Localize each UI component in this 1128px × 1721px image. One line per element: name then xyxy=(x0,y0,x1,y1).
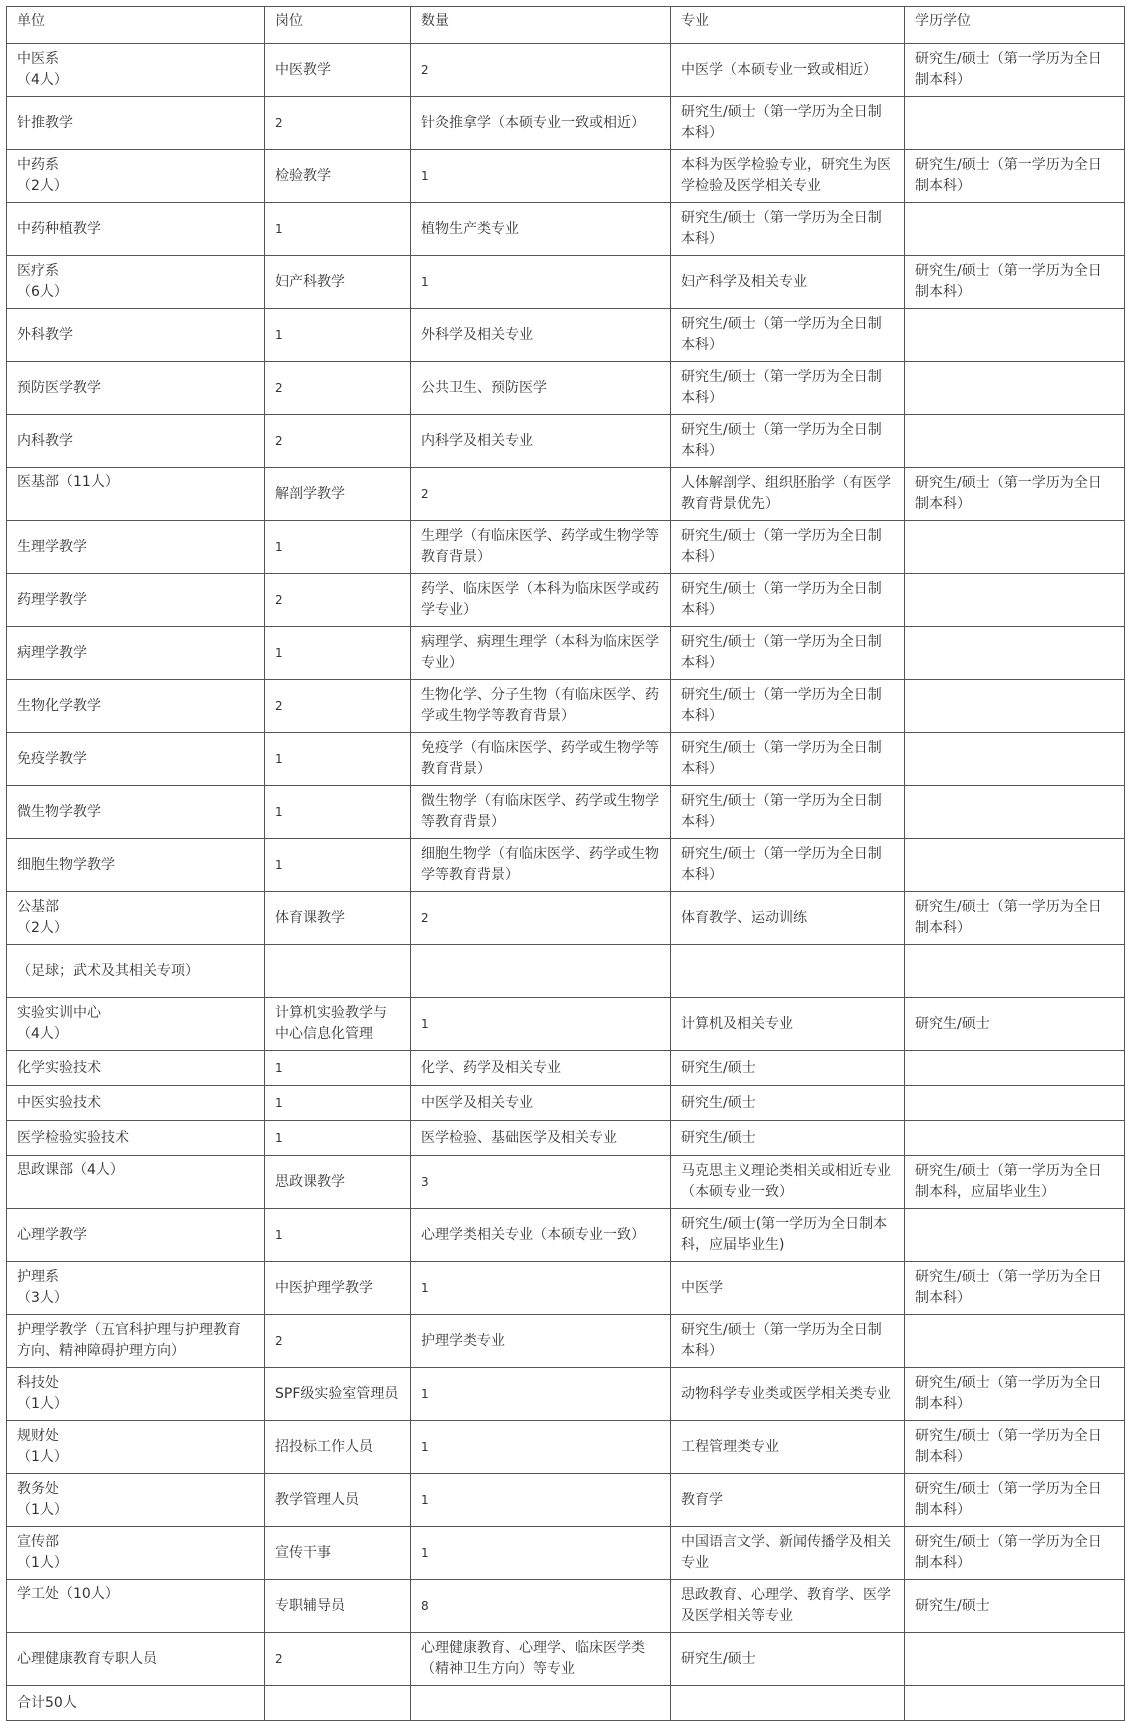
cell-col2: 1 xyxy=(265,627,411,680)
cell-col2: 1 xyxy=(265,521,411,574)
cell-col3: 病理学、病理生理学（本科为临床医学专业） xyxy=(411,627,671,680)
cell-col3: 公共卫生、预防医学 xyxy=(411,362,671,415)
cell-col4: 研究生/硕士（第一学历为全日制本科） xyxy=(671,362,905,415)
cell-col2: 体育课教学 xyxy=(265,892,411,945)
cell-col4: 动物科学专业类或医学相关类专业 xyxy=(671,1368,905,1421)
cell-col5 xyxy=(905,1086,1125,1121)
cell-col1: 病理学教学 xyxy=(7,627,265,680)
cell-col5: 研究生/硕士（第一学历为全日制本科） xyxy=(905,468,1125,521)
cell-col4: 妇产科学及相关专业 xyxy=(671,256,905,309)
cell-col1: 中药种植教学 xyxy=(7,203,265,256)
cell-col5: 研究生/硕士（第一学历为全日制本科） xyxy=(905,150,1125,203)
cell-col3: 2 xyxy=(411,44,671,97)
cell-col5 xyxy=(905,97,1125,150)
cell-col1: 护理学教学（五官科护理与护理教育方向、精神障碍护理方向） xyxy=(7,1315,265,1368)
cell-col1: 细胞生物学教学 xyxy=(7,839,265,892)
cell-col4: 研究生/硕士 xyxy=(671,1633,905,1686)
table-row xyxy=(7,44,1125,97)
cell-col3: 心理健康教育、心理学、临床医学类（精神卫生方向）等专业 xyxy=(411,1633,671,1686)
cell-col4: 研究生/硕士（第一学历为全日制本科） xyxy=(671,574,905,627)
cell-col1: 教务处 （1人） xyxy=(7,1474,265,1527)
cell-col2: 招投标工作人员 xyxy=(265,1421,411,1474)
cell-col2: 1 xyxy=(265,1051,411,1086)
cell-col5: 研究生/硕士 xyxy=(905,998,1125,1051)
cell-col1: 合计50人 xyxy=(7,1686,265,1721)
cell-col4: 体育教学、运动训练 xyxy=(671,892,905,945)
cell-col2: 检验教学 xyxy=(265,150,411,203)
header-unit: 单位 xyxy=(7,7,265,44)
cell-col4: 研究生/硕士（第一学历为全日制本科） xyxy=(671,521,905,574)
cell-col4: 研究生/硕士 xyxy=(671,1086,905,1121)
cell-col3: 2 xyxy=(411,468,671,521)
cell-col2: 专职辅导员 xyxy=(265,1580,411,1633)
table-row xyxy=(7,1474,1125,1527)
cell-col4: 研究生/硕士 xyxy=(671,1121,905,1156)
cell-col3: 生物化学、分子生物（有临床医学、药学或生物学等教育背景） xyxy=(411,680,671,733)
cell-col2: 2 xyxy=(265,680,411,733)
table-row xyxy=(7,1633,1125,1686)
cell-col4: 研究生/硕士（第一学历为全日制本科） xyxy=(671,786,905,839)
table-row xyxy=(7,309,1125,362)
cell-col4 xyxy=(671,1686,905,1721)
cell-col1: 学工处（10人） xyxy=(7,1580,265,1633)
table-row xyxy=(7,1421,1125,1474)
cell-col2: 1 xyxy=(265,1209,411,1262)
cell-col4: 中医学（本硕专业一致或相近） xyxy=(671,44,905,97)
recruitment-table xyxy=(6,6,1125,1721)
cell-col5: 研究生/硕士（第一学历为全日制本科，应届毕业生） xyxy=(905,1156,1125,1209)
table-row xyxy=(7,1156,1125,1209)
cell-col3: 1 xyxy=(411,256,671,309)
cell-col3: 细胞生物学（有临床医学、药学或生物学等教育背景） xyxy=(411,839,671,892)
table-row xyxy=(7,574,1125,627)
cell-col3 xyxy=(411,945,671,998)
cell-col5: 研究生/硕士（第一学历为全日制本科） xyxy=(905,1474,1125,1527)
cell-col1: 预防医学教学 xyxy=(7,362,265,415)
cell-col3: 外科学及相关专业 xyxy=(411,309,671,362)
cell-col5 xyxy=(905,521,1125,574)
cell-col2: 1 xyxy=(265,733,411,786)
cell-col5: 研究生/硕士（第一学历为全日制本科） xyxy=(905,1368,1125,1421)
cell-col5: 研究生/硕士（第一学历为全日制本科） xyxy=(905,44,1125,97)
table-row xyxy=(7,1209,1125,1262)
cell-col2: 思政课教学 xyxy=(265,1156,411,1209)
cell-col4: 研究生/硕士（第一学历为全日制本科） xyxy=(671,839,905,892)
cell-col1: 思政课部（4人） xyxy=(7,1156,265,1209)
cell-col4: 研究生/硕士（第一学历为全日制本科） xyxy=(671,1315,905,1368)
cell-col1: 微生物学教学 xyxy=(7,786,265,839)
table-body xyxy=(7,7,1125,1721)
table-row xyxy=(7,733,1125,786)
cell-col5 xyxy=(905,786,1125,839)
cell-col5 xyxy=(905,1209,1125,1262)
cell-col2: 2 xyxy=(265,97,411,150)
cell-col3: 1 xyxy=(411,1262,671,1315)
table-row xyxy=(7,1368,1125,1421)
cell-col4: 研究生/硕士(第一学历为全日制本科，应届毕业生) xyxy=(671,1209,905,1262)
cell-col3: 针灸推拿学（本硕专业一致或相近） xyxy=(411,97,671,150)
cell-col1: 中医系 （4人） xyxy=(7,44,265,97)
cell-col5 xyxy=(905,733,1125,786)
cell-col5 xyxy=(905,1051,1125,1086)
cell-col5: 研究生/硕士（第一学历为全日制本科） xyxy=(905,256,1125,309)
cell-col1: 药理学教学 xyxy=(7,574,265,627)
cell-col5 xyxy=(905,1121,1125,1156)
cell-col4: 研究生/硕士 xyxy=(671,1051,905,1086)
cell-col5 xyxy=(905,627,1125,680)
cell-col1: 中医实验技术 xyxy=(7,1086,265,1121)
cell-col2: 中医护理学教学 xyxy=(265,1262,411,1315)
cell-col1: 生物化学教学 xyxy=(7,680,265,733)
cell-col4: 研究生/硕士（第一学历为全日制本科） xyxy=(671,733,905,786)
table-row xyxy=(7,839,1125,892)
cell-col5 xyxy=(905,309,1125,362)
cell-col1: 医基部（11人） xyxy=(7,468,265,521)
cell-col5 xyxy=(905,574,1125,627)
cell-col5 xyxy=(905,839,1125,892)
table-row xyxy=(7,998,1125,1051)
table-row xyxy=(7,786,1125,839)
cell-col5: 研究生/硕士 xyxy=(905,1580,1125,1633)
table-row xyxy=(7,680,1125,733)
cell-col1: 针推教学 xyxy=(7,97,265,150)
cell-col2 xyxy=(265,1686,411,1721)
cell-col2: 中医教学 xyxy=(265,44,411,97)
cell-col2: 1 xyxy=(265,1121,411,1156)
cell-col5 xyxy=(905,415,1125,468)
cell-col2 xyxy=(265,945,411,998)
cell-col1: 心理健康教育专职人员 xyxy=(7,1633,265,1686)
cell-col3: 药学、临床医学（本科为临床医学或药学专业） xyxy=(411,574,671,627)
cell-col1: 医疗系 （6人） xyxy=(7,256,265,309)
cell-col2: 1 xyxy=(265,839,411,892)
cell-col5 xyxy=(905,1633,1125,1686)
cell-col1: 实验实训中心 （4人） xyxy=(7,998,265,1051)
cell-col4: 工程管理类专业 xyxy=(671,1421,905,1474)
cell-col2: 2 xyxy=(265,415,411,468)
table-row xyxy=(7,1262,1125,1315)
cell-col3: 免疫学（有临床医学、药学或生物学等教育背景） xyxy=(411,733,671,786)
cell-col1: 内科教学 xyxy=(7,415,265,468)
cell-col3: 1 xyxy=(411,1527,671,1580)
cell-col3: 1 xyxy=(411,150,671,203)
cell-col3: 3 xyxy=(411,1156,671,1209)
cell-col2: 2 xyxy=(265,1315,411,1368)
cell-col1: 心理学教学 xyxy=(7,1209,265,1262)
cell-col4: 研究生/硕士（第一学历为全日制本科） xyxy=(671,309,905,362)
table-row xyxy=(7,627,1125,680)
cell-col5 xyxy=(905,1315,1125,1368)
cell-col3: 护理学类专业 xyxy=(411,1315,671,1368)
cell-col2: 解剖学教学 xyxy=(265,468,411,521)
table-row xyxy=(7,362,1125,415)
table-row xyxy=(7,256,1125,309)
cell-col5: 研究生/硕士（第一学历为全日制本科） xyxy=(905,1262,1125,1315)
header-position: 岗位 xyxy=(265,7,411,44)
cell-col2: 1 xyxy=(265,1086,411,1121)
table-row xyxy=(7,150,1125,203)
cell-col2: 宣传干事 xyxy=(265,1527,411,1580)
cell-col1: 科技处 （1人） xyxy=(7,1368,265,1421)
cell-col5 xyxy=(905,680,1125,733)
cell-col3: 医学检验、基础医学及相关专业 xyxy=(411,1121,671,1156)
cell-col3: 植物生产类专业 xyxy=(411,203,671,256)
cell-col5: 研究生/硕士（第一学历为全日制本科） xyxy=(905,1527,1125,1580)
table-row xyxy=(7,521,1125,574)
cell-col4 xyxy=(671,945,905,998)
cell-col3 xyxy=(411,1686,671,1721)
cell-col2: 教学管理人员 xyxy=(265,1474,411,1527)
cell-col4: 教育学 xyxy=(671,1474,905,1527)
cell-col3: 1 xyxy=(411,1474,671,1527)
table-row xyxy=(7,945,1125,998)
table-row xyxy=(7,415,1125,468)
cell-col1: 生理学教学 xyxy=(7,521,265,574)
cell-col3: 微生物学（有临床医学、药学或生物学等教育背景） xyxy=(411,786,671,839)
cell-col1: 宣传部 （1人） xyxy=(7,1527,265,1580)
cell-col2: 妇产科教学 xyxy=(265,256,411,309)
header-degree: 学历学位 xyxy=(905,7,1125,44)
cell-col4: 计算机及相关专业 xyxy=(671,998,905,1051)
cell-col4: 研究生/硕士（第一学历为全日制本科） xyxy=(671,627,905,680)
table-row xyxy=(7,1686,1125,1721)
cell-col3: 心理学类相关专业（本硕专业一致） xyxy=(411,1209,671,1262)
table-row xyxy=(7,1051,1125,1086)
cell-col1: 外科教学 xyxy=(7,309,265,362)
cell-col1: 护理系 （3人） xyxy=(7,1262,265,1315)
cell-col2: 1 xyxy=(265,203,411,256)
cell-col2: 1 xyxy=(265,309,411,362)
header-row xyxy=(7,7,1125,44)
cell-col5: 研究生/硕士（第一学历为全日制本科） xyxy=(905,892,1125,945)
table-row xyxy=(7,468,1125,521)
cell-col3: 化学、药学及相关专业 xyxy=(411,1051,671,1086)
cell-col3: 2 xyxy=(411,892,671,945)
cell-col4: 本科为医学检验专业，研究生为医学检验及医学相关专业 xyxy=(671,150,905,203)
cell-col1: 中药系 （2人） xyxy=(7,150,265,203)
cell-col2: 计算机实验教学与中心信息化管理 xyxy=(265,998,411,1051)
table-row xyxy=(7,1527,1125,1580)
table-row xyxy=(7,1086,1125,1121)
cell-col1: 公基部 （2人） xyxy=(7,892,265,945)
cell-col2: SPF级实验室管理员 xyxy=(265,1368,411,1421)
cell-col4: 研究生/硕士（第一学历为全日制本科） xyxy=(671,680,905,733)
cell-col4: 中国语言文学、新闻传播学及相关专业 xyxy=(671,1527,905,1580)
cell-col3: 生理学（有临床医学、药学或生物学等教育背景） xyxy=(411,521,671,574)
cell-col2: 1 xyxy=(265,786,411,839)
table-row xyxy=(7,1580,1125,1633)
cell-col3: 中医学及相关专业 xyxy=(411,1086,671,1121)
cell-col4: 研究生/硕士（第一学历为全日制本科） xyxy=(671,203,905,256)
header-major: 专业 xyxy=(671,7,905,44)
cell-col3: 1 xyxy=(411,1368,671,1421)
cell-col1: （足球；武术及其相关专项） xyxy=(7,945,265,998)
cell-col5 xyxy=(905,362,1125,415)
cell-col3: 1 xyxy=(411,998,671,1051)
cell-col1: 规财处 （1人） xyxy=(7,1421,265,1474)
cell-col3: 内科学及相关专业 xyxy=(411,415,671,468)
cell-col2: 2 xyxy=(265,1633,411,1686)
cell-col4: 思政教育、心理学、教育学、医学及医学相关等专业 xyxy=(671,1580,905,1633)
table-row xyxy=(7,1315,1125,1368)
cell-col3: 8 xyxy=(411,1580,671,1633)
cell-col4: 中医学 xyxy=(671,1262,905,1315)
cell-col2: 2 xyxy=(265,574,411,627)
cell-col5 xyxy=(905,1686,1125,1721)
cell-col4: 马克思主义理论类相关或相近专业（本硕专业一致） xyxy=(671,1156,905,1209)
cell-col1: 免疫学教学 xyxy=(7,733,265,786)
cell-col4: 研究生/硕士（第一学历为全日制本科） xyxy=(671,97,905,150)
table-row xyxy=(7,892,1125,945)
cell-col2: 2 xyxy=(265,362,411,415)
cell-col5 xyxy=(905,203,1125,256)
cell-col5 xyxy=(905,945,1125,998)
table-row xyxy=(7,203,1125,256)
cell-col4: 研究生/硕士（第一学历为全日制本科） xyxy=(671,415,905,468)
cell-col1: 医学检验实验技术 xyxy=(7,1121,265,1156)
cell-col1: 化学实验技术 xyxy=(7,1051,265,1086)
table-row xyxy=(7,1121,1125,1156)
cell-col5: 研究生/硕士（第一学历为全日制本科） xyxy=(905,1421,1125,1474)
table-row xyxy=(7,97,1125,150)
cell-col4: 人体解剖学、组织胚胎学（有医学教育背景优先） xyxy=(671,468,905,521)
cell-col3: 1 xyxy=(411,1421,671,1474)
header-quantity: 数量 xyxy=(411,7,671,44)
